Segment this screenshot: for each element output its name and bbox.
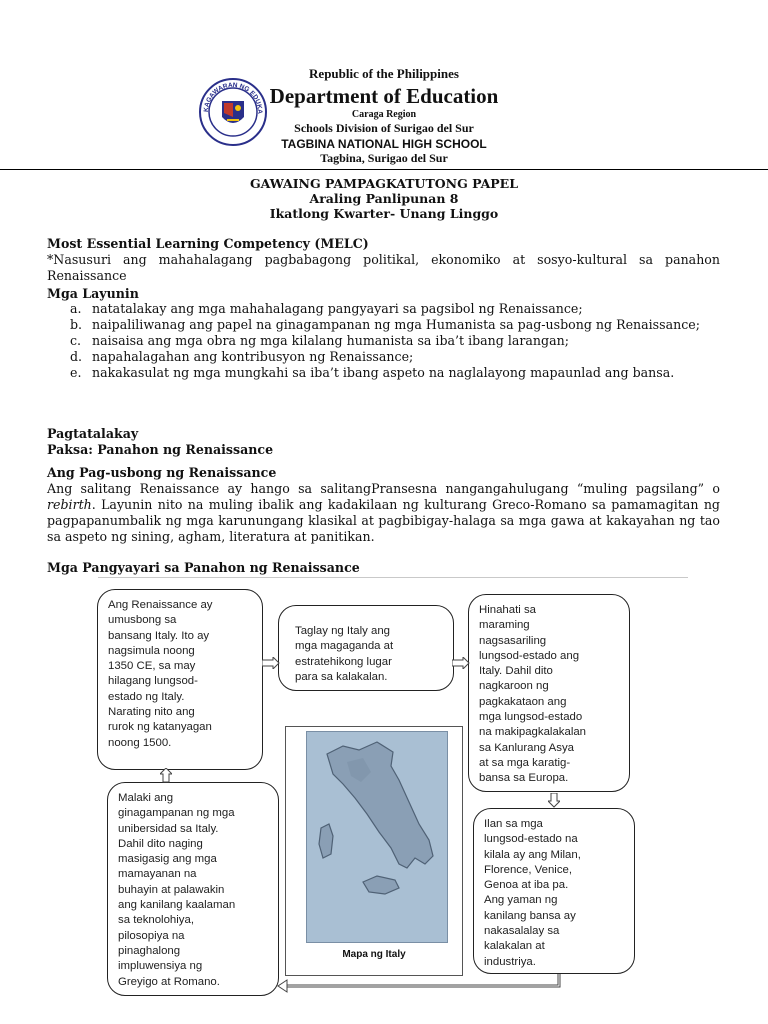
school-address: Tagbina, Surigao del Sur bbox=[320, 151, 448, 165]
worksheet-title: GAWAING PAMPAGKATUTONG PAPEL bbox=[250, 176, 518, 191]
pangyayari-heading: Mga Pangyayari sa Panahon ng Renaissance bbox=[47, 560, 360, 575]
map-caption: Mapa ng Italy bbox=[342, 949, 406, 960]
list-item: b. naipaliliwanag ang papel na ginagampanan ng mga Humanista sa pag-usbong ng Renaissance; bbox=[70, 317, 700, 332]
arrow-right-icon bbox=[452, 657, 470, 669]
list-item: c. naisaisa ang mga obra ng mga kilalang humanista sa iba’t ibang larangan; bbox=[70, 333, 569, 348]
flow-box-universities: Malaki ang ginagampanan ng mga unibersidad sa Italy. Dahil dito naging masigasig ang mga mamayanan na buhayin at palawakin ang kanilang kaalaman sa teknolohiya, pilosopiya na pinaghalong impluwensiya ng Greyigo at Romano. bbox=[107, 782, 279, 996]
list-item: e. nakakasulat ng mga mungkahi sa iba’t ibang aspeto na naglalayong mapaunlad ang bansa. bbox=[70, 365, 675, 380]
flow-box-city-states: Hinahati sa maraming nagsasariling lungsod-estado ang Italy. Dahil dito nagkaroon ng pagkakataon ang mga lungsod-estado na makipagkalakalan sa Kanlurang Asya at sa mga karatig- bansa sa Europa. bbox=[468, 594, 630, 792]
flow-box-origin: Ang Renaissance ay umusbong sa bansang Italy. Ito ay nagsimula noong 1350 CE, sa may hilagang lungsod- estado ng Italy. Narating nito ang rurok ng katanyagan noong 1500. bbox=[97, 589, 263, 770]
republic-line: Republic of the Philippines bbox=[309, 66, 459, 81]
layunin-heading: Mga Layunin bbox=[47, 286, 139, 301]
list-item: d. napahalagahan ang kontribusyon ng Renaissance; bbox=[70, 349, 414, 364]
italy-map-image bbox=[306, 731, 448, 943]
subject-title: Araling Panlipunan 8 bbox=[309, 191, 459, 206]
department-title: Department of Education bbox=[269, 84, 499, 108]
pagusbong-paragraph: Ang salitang Renaissance ay hango sa salitangPransesna nangangahulugang “muling pagsilang” o rebirth. Layunin nito na muling ibalik ang kadakilaan ng kulturang Greco-Romano sa pamamagitan ng pagpapanumbalik ng mga karunungang klasikal at pagbibigay-halaga sa mga gawa at kakayahan ng tao sa aspeto ng sining, agham, literatura at panitikan. bbox=[47, 481, 720, 544]
quarter-week-title: Ikatlong Kwarter- Unang Linggo bbox=[269, 206, 499, 221]
section-divider bbox=[98, 577, 688, 578]
division-line: Schools Division of Surigao del Sur bbox=[294, 121, 474, 135]
list-item: a. natatalakay ang mga mahahalagang pangyayari sa pagsibol ng Renaissance; bbox=[70, 301, 583, 316]
arrow-up-icon bbox=[160, 768, 172, 783]
arrow-down-icon bbox=[548, 793, 560, 808]
layunin-list bbox=[70, 301, 720, 381]
seal-text: KAGAWARAN NG EDUKA bbox=[202, 81, 264, 114]
flow-box-known-cities: Ilan sa mga lungsod-estado na kilala ay ang Milan, Florence, Venice, Genoa at iba pa. Ang yaman ng kanilang bansa ay nakasalalay sa kalakalan at industriya. bbox=[473, 808, 635, 974]
pagusbong-heading: Ang Pag-usbong ng Renaissance bbox=[47, 465, 277, 480]
paksa-heading: Paksa: Panahon ng Renaissance bbox=[47, 442, 274, 457]
flow-box-trade: Taglay ng Italy ang mga magaganda at estratehikong lugar para sa kalakalan. bbox=[278, 605, 454, 691]
italy-map-frame bbox=[285, 726, 463, 976]
school-name: TAGBINA NATIONAL HIGH SCHOOL bbox=[281, 137, 487, 151]
pagtatalakay-heading: Pagtatalakay bbox=[47, 426, 139, 441]
melc-text: *Nasusuri ang mahahalagang pagbabagong politikal, ekonomiko at sosyo-kultural sa panahon Renaissance bbox=[47, 252, 720, 283]
region-line: Caraga Region bbox=[351, 109, 417, 120]
arrow-right-icon bbox=[262, 657, 280, 669]
melc-heading: Most Essential Learning Competency (MELC) bbox=[47, 236, 369, 251]
header-divider bbox=[0, 169, 768, 170]
